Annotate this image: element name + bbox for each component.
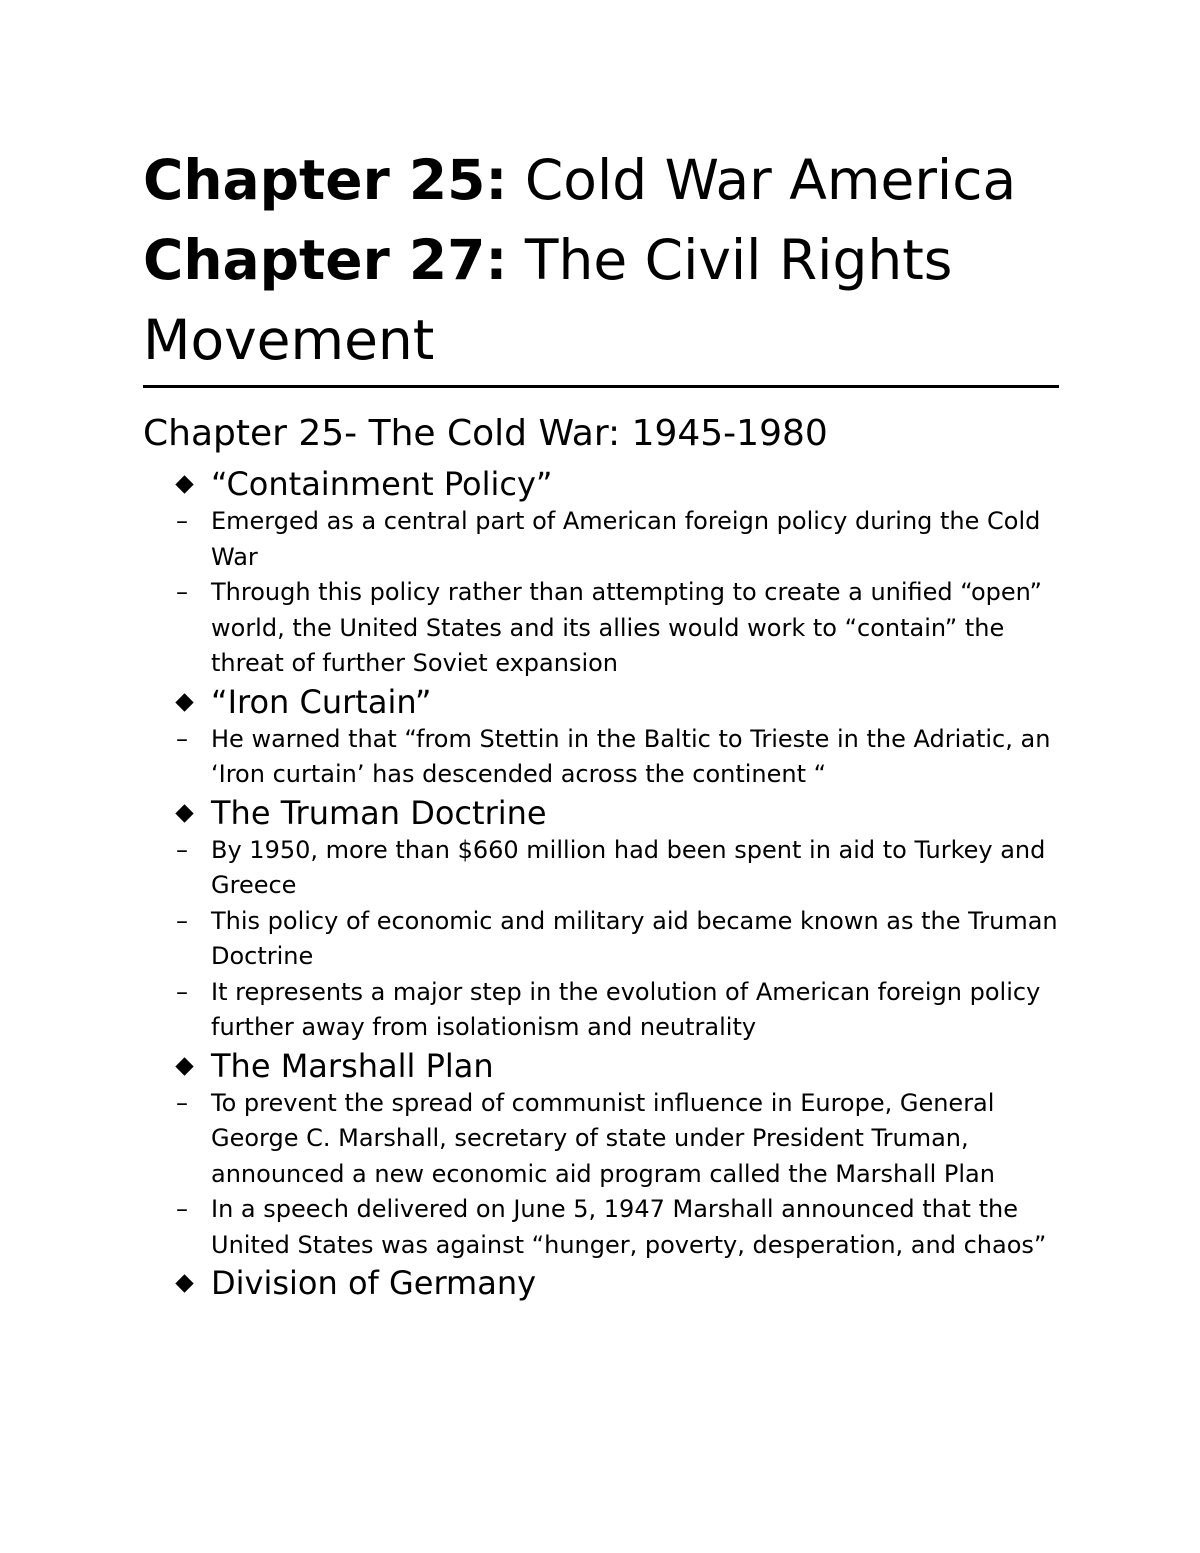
bullet-point bbox=[143, 975, 1059, 1046]
chapter-title bbox=[143, 140, 1059, 220]
bullet-point-text: By 1950, more than $660 million had been spent in aid to Turkey and Greece bbox=[211, 835, 1046, 899]
topic-heading-text: Division of Germany bbox=[211, 1264, 537, 1302]
topic-heading bbox=[143, 793, 1059, 833]
bullet-point-text: Emerged as a central part of American foreign policy during the Cold War bbox=[211, 507, 1041, 571]
bullet-point bbox=[143, 504, 1059, 575]
dash-bullet-icon: – bbox=[176, 906, 188, 935]
dash-bullet-icon: – bbox=[176, 724, 188, 753]
dash-bullet-icon: – bbox=[176, 977, 188, 1006]
diamond-bullet-icon bbox=[175, 693, 193, 711]
topic-heading bbox=[143, 464, 1059, 504]
section-heading: Chapter 25- The Cold War: 1945-1980 bbox=[143, 413, 828, 454]
topic-heading bbox=[143, 682, 1059, 722]
dash-bullet-icon: – bbox=[176, 1195, 188, 1223]
diamond-bullet-icon bbox=[175, 804, 193, 822]
bullet-point-text: It represents a major step in the evolution of American foreign policy further away from isolationism and neutrality bbox=[211, 977, 1041, 1041]
topic-heading-text: The Marshall Plan bbox=[211, 1046, 494, 1085]
diamond-bullet-icon bbox=[175, 1057, 193, 1075]
topic-heading bbox=[143, 1046, 1059, 1086]
bullet-point bbox=[143, 1086, 1059, 1193]
title-divider bbox=[143, 385, 1059, 388]
dash-bullet-icon: – bbox=[176, 835, 188, 864]
document-page bbox=[143, 140, 1059, 1303]
bullet-point-text: He warned that “from Stettin in the Baltic to Trieste in the Adriatic, an ‘Iron curtain’ has descended across the continent “ bbox=[211, 724, 1051, 788]
dash-bullet-icon: – bbox=[176, 507, 188, 535]
chapter-title-label: Chapter 27: bbox=[143, 228, 508, 292]
topic-heading-text: “Containment Policy” bbox=[211, 465, 553, 503]
diamond-bullet-icon bbox=[175, 475, 193, 493]
dash-bullet-icon: – bbox=[176, 1088, 188, 1117]
chapter-title bbox=[143, 220, 1059, 380]
bullet-point bbox=[143, 904, 1059, 975]
topic-list bbox=[143, 464, 1059, 1303]
bullet-point bbox=[143, 1192, 1059, 1263]
chapter-title-text: The Civil Rights Movement bbox=[143, 228, 953, 372]
bullet-point-text: To prevent the spread of communist influence in Europe, General George C. Marshall, secretary of state under President Truman, announced a new economic aid program called the Marshall Plan bbox=[211, 1088, 995, 1188]
chapter-title-label: Chapter 25: bbox=[143, 148, 508, 212]
bullet-point-text: This policy of economic and military aid became known as the Truman Doctrine bbox=[211, 906, 1058, 970]
bullet-point-text: Through this policy rather than attempting to create a unified “open” world, the United States and its allies would work to “contain” the threat of further Soviet expansion bbox=[211, 578, 1042, 677]
bullet-point bbox=[143, 722, 1059, 793]
bullet-point-text: In a speech delivered on June 5, 1947 Marshall announced that the United States was against “hunger, poverty, desperation, and chaos” bbox=[211, 1195, 1047, 1259]
topic-heading-text: The Truman Doctrine bbox=[211, 793, 547, 832]
diamond-bullet-icon bbox=[175, 1274, 193, 1292]
bullet-point bbox=[143, 833, 1059, 904]
topic-heading bbox=[143, 1263, 1059, 1303]
topic-heading-text: “Iron Curtain” bbox=[211, 682, 432, 721]
bullet-point bbox=[143, 575, 1059, 682]
chapter-title-text: Cold War America bbox=[507, 148, 1017, 212]
dash-bullet-icon: – bbox=[176, 578, 188, 606]
